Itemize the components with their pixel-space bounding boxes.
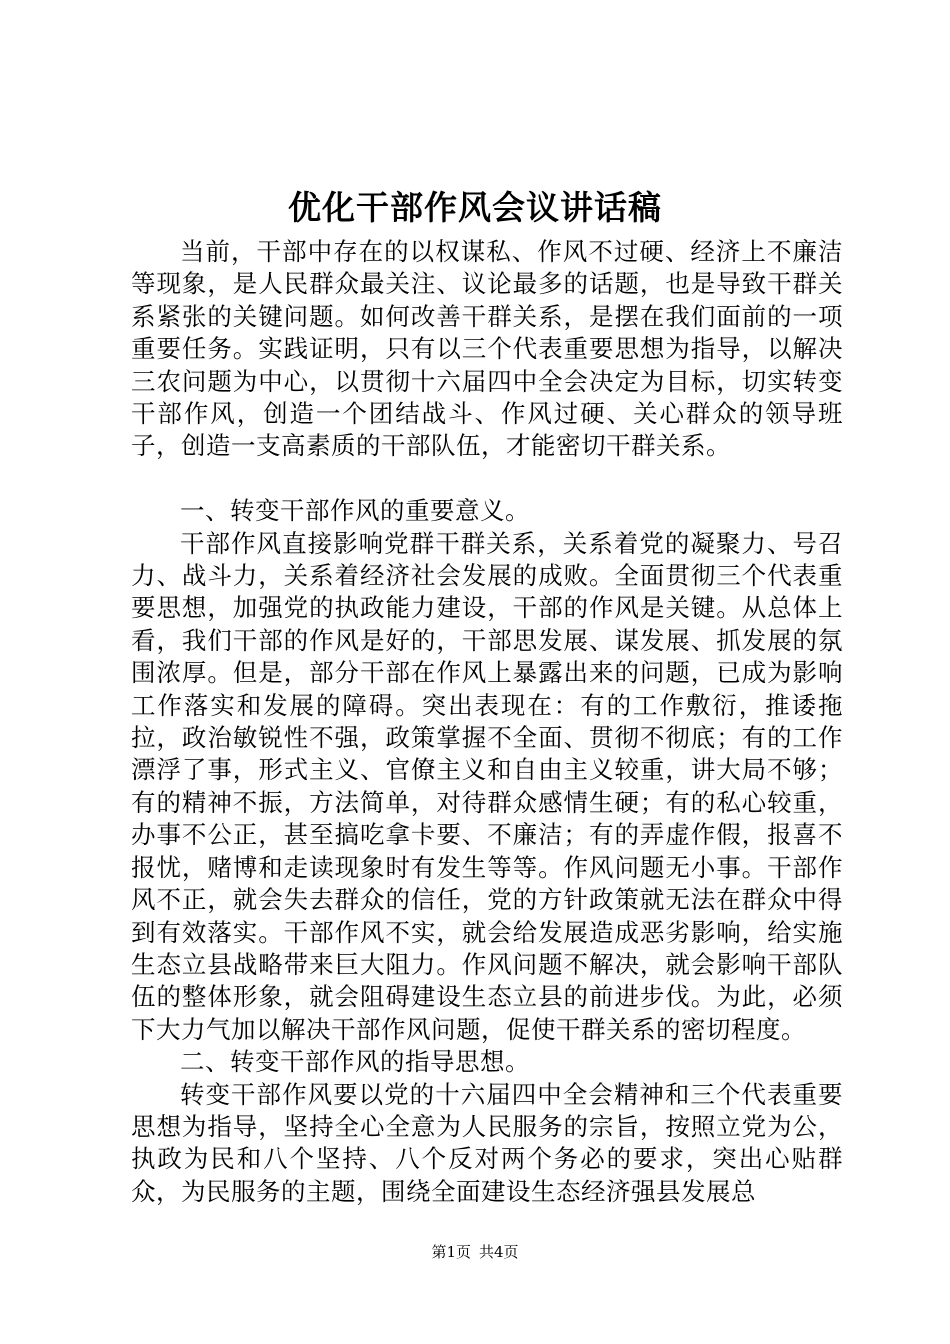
page-number: 第1页 <box>431 1243 471 1261</box>
page-footer <box>0 1241 950 1263</box>
section-paragraph-2: 转变干部作风要以党的十六届四中全会精神和三个代表重要思想为指导，坚持全心全意为人民服务的宗旨，按照立党为公，执政为民和八个坚持、八个反对两个务必的要求，突出心贴群众，为民服务的主题，围绕全面建设生态经济强县发展总 <box>131 1079 843 1206</box>
section-heading-2: 二、转变干部作风的指导思想。 <box>180 1047 530 1077</box>
page-total: 共4页 <box>479 1243 519 1261</box>
document-title: 优化干部作风会议讲话稿 <box>288 188 662 227</box>
section-paragraph-1: 干部作风直接影响党群干群关系，关系着党的凝聚力、号召力、战斗力，关系着经济社会发展的成败。全面贯彻三个代表重要思想，加强党的执政能力建设，干部的作风是关键。从总体上看，我们干部的作风是好的，干部思发展、谋发展、抓发展的氛围浓厚。但是，部分干部在作风上暴露出来的问题，已成为影响工作落实和发展的障碍。突出表现在：有的工作敷衍，推诿拖拉，政治敏锐性不强，政策掌握不全面、贯彻不彻底；有的工作漂浮了事，形式主义、官僚主义和自由主义较重，讲大局不够；有的精神不振，方法简单，对待群众感情生硬；有的私心较重，办事不公正，甚至搞吃拿卡要、不廉洁；有的弄虚作假，报喜不报忧，赌博和走读现象时有发生等等。作风问题无小事。干部作风不正，就会失去群众的信任，党的方针政策就无法在群众中得到有效落实。干部作风不实，就会给发展造成恶劣影响，给实施生态立县战略带来巨大阻力。作风问题不解决，就会影响干部队伍的整体形象，就会阻碍建设生态立县的前进步伐。为此，必须下大力气加以解决干部作风问题，促使干群关系的密切程度。 <box>131 528 843 1044</box>
paragraph-spacer <box>131 463 843 495</box>
intro-paragraph: 当前，干部中存在的以权谋私、作风不过硬、经济上不廉洁等现象，是人民群众最关注、议论最多的话题，也是导致干群关系紧张的关键问题。如何改善干群关系，是摆在我们面前的一项重要任务。实践证明，只有以三个代表重要思想为指导，以解决三农问题为中心，以贯彻十六届四中全会决定为目标，切实转变干部作风，创造一个团结战斗、作风过硬、关心群众的领导班子，创造一支高素质的干部队伍，才能密切干群关系。 <box>131 237 843 461</box>
section-heading-1: 一、转变干部作风的重要意义。 <box>180 496 530 526</box>
document-body <box>131 236 843 1208</box>
